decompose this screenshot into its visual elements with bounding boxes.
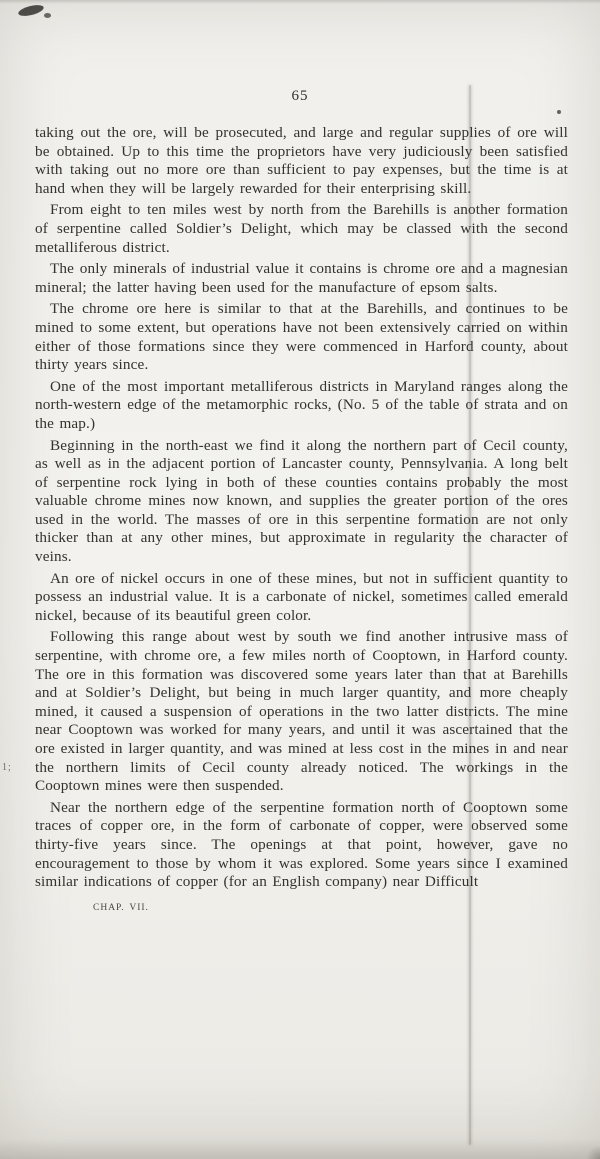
- paragraph: Following this range about west by south we find another intrusive mass of serpentine, with chrome ore, a few miles north of Cooptown, in Harford county. The ore in this formation was discovered some years later than that at Barehills and at Soldier’s Delight, but being in much larger quantity, and more cheaply mined, it caused a suspension of operations in the two latter districts. The mine near Cooptown was worked for many years, and until it was ascertained that the ore existed in larger quantity, and was mined at less cost in the mines in and near the northern limits of Cecil county already noticed. The workings in the Cooptown mines were then suspended.: [35, 628, 568, 795]
- chapter-footer: CHAP. VII.: [93, 902, 149, 913]
- ink-blot-artifact: [44, 13, 51, 18]
- paragraph: The only minerals of industrial value it contains is chrome ore and a magnesian mineral; the latter having been used for the manufacture of epsom salts.: [35, 260, 568, 296]
- paragraph: taking out the ore, will be prosecuted, and large and regular supplies of ore will be obtained. Up to this time the proprietors have very judiciously been satisfied with taking out no more ore than sufficient to pay expenses, but the time is at hand when they will be largely rewarded for their enterprising skill.: [35, 124, 568, 197]
- page-number: 65: [291, 88, 309, 104]
- ink-speck-artifact: [557, 110, 561, 114]
- paragraph: One of the most important metalliferous districts in Maryland ranges along the north-western edge of the metamorphic rocks, (No. 5 of the table of strata and on the map.): [35, 377, 568, 432]
- paragraph: Near the northern edge of the serpentine formation north of Cooptown some traces of copper ore, in the form of carbonate of copper, were observed some thirty-five years since. The openings at that point, however, gave no encouragement to those by whom it was explored. Some years since I examined similar indications of copper (for an English company) near Difficult: [35, 798, 568, 891]
- paragraph: An ore of nickel occurs in one of these mines, but not in sufficient quantity to possess an industrial value. It is a carbonate of nickel, sometimes called emerald nickel, because of its beautiful green color.: [35, 569, 568, 624]
- page-corner-shadow: [586, 1145, 600, 1159]
- paragraph: The chrome ore here is similar to that at the Barehills, and continues to be mined to some extent, but operations have not been extensively carried on within either of those formations since they were commenced in Harford county, about thirty years since.: [35, 300, 568, 374]
- page-fold-shadow: [469, 85, 471, 1145]
- page-top-edge-shadow: [0, 0, 600, 4]
- margin-mark-artifact: 1;: [2, 762, 12, 773]
- paragraph: Beginning in the north-east we find it along the northern part of Cecil county, as well as in the adjacent portion of Lancaster county, Pennsylvania. A long belt of serpentine rock lying in both of these counties contains probably the most valuable chrome mines now known, and supplies the greater portion of the ores used in the world. The masses of ore in this serpentine formation are not only thicker than at any other mines, but approximate in regularity the character of veins.: [35, 436, 568, 566]
- paragraph: From eight to ten miles west by north from the Barehills is another formation of serpentine called Soldier’s Delight, which may be classed with the second metalliferous district.: [35, 201, 568, 256]
- body-text: [35, 124, 568, 917]
- ink-blot-artifact: [17, 3, 44, 18]
- page-bottom-edge-shadow: [0, 1139, 600, 1159]
